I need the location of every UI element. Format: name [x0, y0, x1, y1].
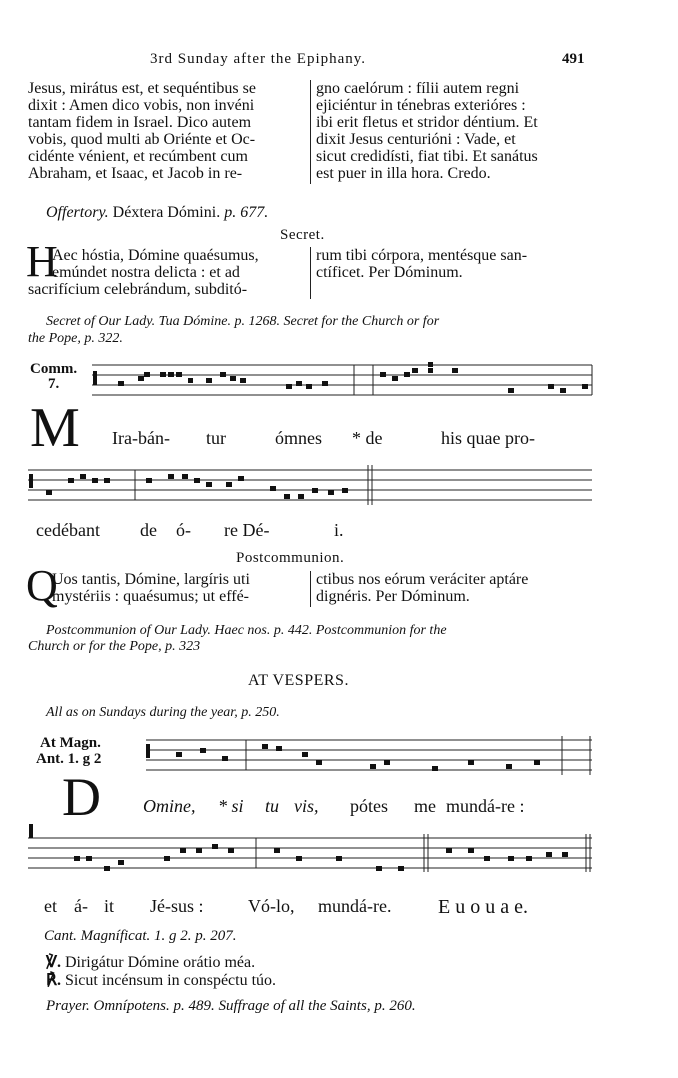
postcommunion-heading: Postcommunion. [236, 550, 345, 566]
offertory-label: Offertory. [46, 204, 109, 221]
antiphon-lyric: Vó-lo, [248, 896, 295, 916]
communion-lyric: cedébant [36, 520, 100, 540]
communion-label: Comm. [30, 361, 78, 377]
vespers-note: All as on Sundays during the year, p. 250. [46, 705, 280, 720]
gospel-line: Jesus, mirátus est, et sequéntibus se [28, 80, 256, 97]
communion-lyric: ó- [176, 520, 191, 540]
antiphon-lyric: me [414, 796, 436, 816]
gospel-line: sicut credidísti, fiat tibi. Et sanátus [316, 148, 538, 165]
communion-initial: M [30, 397, 80, 459]
secret-line: Aec hóstia, Dómine quaésumus, [52, 247, 259, 264]
antiphon-lyric: * si [218, 796, 244, 816]
secret-note: Secret of Our Lady. Tua Dómine. p. 1268. Secret for the Church or for [46, 314, 440, 329]
gospel-line: ejiciéntur in ténebras exterióres : [316, 97, 526, 114]
secret-line: emúndet nostra delicta : et ad [52, 264, 240, 281]
response-text: Sicut incénsum in conspéctu túo. [64, 972, 277, 989]
antiphon-lyric: á- [74, 896, 88, 916]
postcommunion-line: Uos tantis, Dómine, largíris uti [52, 571, 250, 588]
antiphon-lyric: mundá-re. [318, 896, 392, 916]
postcommunion-line: mystériis : quaésumus; ut effé- [52, 588, 249, 605]
secret-note-cont: the Pope, p. 322. [28, 331, 123, 346]
communion-lyric: i. [334, 520, 344, 540]
antiphon-initial: D [62, 767, 101, 827]
postcommunion-line: dignéris. Per Dóminum. [316, 588, 470, 605]
page-number: 491 [562, 51, 585, 67]
gospel-line: vobis, quod multi ab Oriénte et Oc- [28, 131, 256, 148]
secret-line: ctíficet. Per Dóminum. [316, 264, 463, 281]
communion-lyric: * de [352, 428, 383, 448]
communion-lyric: re Dé- [224, 520, 270, 540]
euouae: E u o u a e. [438, 896, 528, 918]
antiphon-label: At Magn. [40, 735, 101, 751]
offertory-ref: p. 677. [224, 204, 269, 221]
gospel-line: Abraham, et Isaac, et Jacob in re- [28, 165, 243, 182]
response-mark: ℟. [46, 972, 61, 989]
prayer-line: Prayer. Omnípotens. p. 489. Suffrage of all the Saints, p. 260. [46, 998, 416, 1014]
page-header-title: 3rd Sunday after the Epiphany. [150, 51, 367, 67]
antiphon-neumes-1 [146, 744, 540, 771]
offertory-text: Déxtera Dómini. [112, 204, 221, 221]
canticle-line: Cant. Magníficat. 1. g 2. p. 207. [44, 928, 237, 944]
communion-lyric: his quae pro- [441, 428, 535, 448]
vespers-heading: AT VESPERS. [248, 672, 349, 689]
postcommunion-note-cont: Church or for the Pope, p. 323 [28, 639, 201, 654]
postcommunion-note: Postcommunion of Our Lady. Haec nos. p. 442. Postcommunion for the [46, 623, 447, 638]
antiphon-staff-2 [28, 834, 592, 872]
gospel-line: dixit Jesus centurióni : Vade, et [316, 131, 516, 148]
communion-lyric: de [140, 520, 157, 540]
versicle-line [46, 952, 255, 972]
secret-line: sacrifícium celebrándum, subditó- [28, 281, 248, 298]
versicle-text: Dirigátur Dómine orátio méa. [64, 954, 256, 971]
communion-lyric: ómnes [275, 428, 322, 448]
gospel-line: ibi erit fletus et stridor déntium. Et [316, 114, 538, 131]
postcommunion-initial: Q [26, 561, 58, 610]
antiphon-staff-1 [146, 736, 592, 775]
gospel-line: est puer in illa hora. Credo. [316, 165, 491, 182]
gospel-line: dixit : Amen dico vobis, non invéni [28, 97, 255, 114]
gospel-line: tantam fidem in Israel. Dico autem [28, 114, 252, 131]
secret-line: rum tibi córpora, mentésque san- [316, 247, 528, 264]
antiphon-lyric: vis, [294, 796, 319, 816]
postcommunion-line: ctibus nos eórum veráciter aptáre [316, 571, 529, 588]
secret-initial: H [26, 237, 58, 286]
communion-lyric: tur [206, 428, 226, 448]
antiphon-lyric: Jé-sus : [150, 896, 204, 916]
gospel-line: cidénte vénient, et recúmbent cum [28, 148, 248, 165]
antiphon-lyric: Omine, [143, 796, 196, 816]
communion-mode: 7. [48, 376, 60, 392]
antiphon-lyric: pótes [350, 796, 388, 816]
antiphon-lyric: tu [265, 796, 280, 816]
secret-heading: Secret. [280, 227, 325, 243]
gospel-line: gno caelórum : fílii autem regni [316, 80, 520, 97]
versicle-mark: ℣. [46, 954, 61, 971]
antiphon-lyric: it [104, 896, 115, 916]
response-line [46, 970, 276, 990]
antiphon-lyric: mundá-re : [446, 796, 525, 816]
communion-lyric: Ira-bán- [112, 428, 170, 448]
antiphon-mode: Ant. 1. g 2 [36, 751, 102, 767]
antiphon-lyric: et [44, 896, 57, 916]
